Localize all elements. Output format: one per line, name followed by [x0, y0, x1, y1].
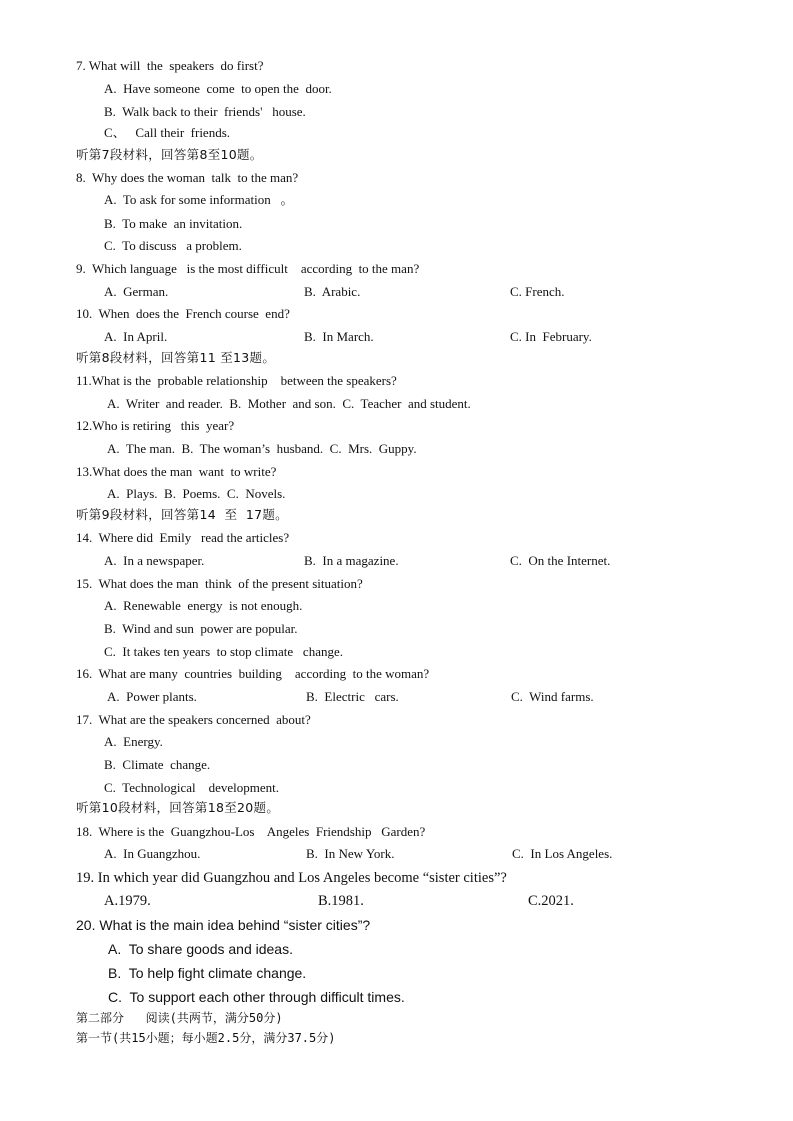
option-9c: C. French. [510, 284, 565, 299]
question-18: 18. Where is the Guangzhou-Los Angeles Friendship Garden? [76, 824, 426, 839]
section-heading-9: 听第9段材料，回答第14 至 17题。 [76, 507, 288, 522]
option-14b: B. In a magazine. [304, 553, 399, 568]
option-19c: C.2021. [528, 893, 574, 909]
question-13: 13.What does the man want to write? [76, 464, 277, 479]
option-10a: A. In April. [104, 329, 168, 344]
question-8: 8. Why does the woman talk to the man? [76, 170, 299, 185]
option-9a: A. German. [104, 284, 169, 299]
option-15c: C. It takes ten years to stop climate change. [104, 644, 343, 659]
options-13: A. Plays. B. Poems. C. Novels. [107, 486, 286, 501]
option-7b: B. Walk back to their friends' house. [104, 104, 306, 119]
options-11: A. Writer and reader. B. Mother and son. C. Teacher and student. [107, 396, 471, 411]
option-18a: A. In Guangzhou. [104, 846, 201, 861]
option-10c: C. In February. [510, 329, 592, 344]
option-7c: C、 Call their friends. [104, 125, 231, 140]
question-15: 15. What does the man think of the present situation? [76, 576, 363, 591]
question-19: 19. In which year did Guangzhou and Los Angeles become “sister cities”? [76, 870, 507, 886]
option-20c: C. To support each other through difficult times. [108, 989, 405, 1005]
part-two-heading: 第二部分 阅读(共两节，满分50分) [76, 1011, 283, 1025]
option-18c: C. In Los Angeles. [512, 846, 613, 861]
question-11: 11.What is the probable relationship between the speakers? [76, 373, 397, 388]
option-16a: A. Power plants. [107, 689, 197, 704]
option-15b: B. Wind and sun power are popular. [104, 621, 298, 636]
question-7: 7. What will the speakers do first? [76, 58, 264, 73]
option-17b: B. Climate change. [104, 757, 211, 772]
option-15a: A. Renewable energy is not enough. [104, 598, 303, 613]
section-one-heading: 第一节(共15小题；每小题2.5分，满分37.5分) [76, 1031, 336, 1045]
option-7a: A. Have someone come to open the door. [104, 81, 332, 96]
option-9b: B. Arabic. [304, 284, 361, 299]
option-8c: C. To discuss a problem. [104, 238, 242, 253]
option-20b: B. To help fight climate change. [108, 965, 307, 981]
option-17a: A. Energy. [104, 734, 163, 749]
option-14c: C. On the Internet. [510, 553, 611, 568]
question-16: 16. What are many countries building according to the woman? [76, 666, 430, 681]
section-heading-10: 听第10段材料，回答第18至20题。 [76, 800, 280, 815]
option-16b: B. Electric cars. [306, 689, 399, 704]
option-16c: C. Wind farms. [511, 689, 594, 704]
section-heading-7: 听第7段材料，回答第8至10题。 [76, 147, 263, 162]
question-10: 10. When does the French course end? [76, 306, 290, 321]
option-10b: B. In March. [304, 329, 374, 344]
question-12: 12.Who is retiring this year? [76, 418, 235, 433]
option-17c: C. Technological development. [104, 780, 280, 795]
question-20: 20. What is the main idea behind “sister cities”? [76, 917, 371, 933]
option-14a: A. In a newspaper. [104, 553, 205, 568]
question-17: 17. What are the speakers concerned about? [76, 712, 311, 727]
options-12: A. The man. B. The woman’s husband. C. Mrs. Guppy. [107, 441, 417, 456]
option-20a: A. To share goods and ideas. [108, 941, 293, 957]
section-heading-8: 听第8段材料，回答第11 至13题。 [76, 350, 276, 365]
option-19b: B.1981. [318, 893, 364, 909]
question-14: 14. Where did Emily read the articles? [76, 530, 290, 545]
question-9: 9. Which language is the most difficult according to the man? [76, 261, 420, 276]
option-8b: B. To make an invitation. [104, 216, 243, 231]
option-19a: A.1979. [104, 893, 151, 909]
option-8a: A. To ask for some information 。 [104, 192, 294, 207]
option-18b: B. In New York. [306, 846, 395, 861]
